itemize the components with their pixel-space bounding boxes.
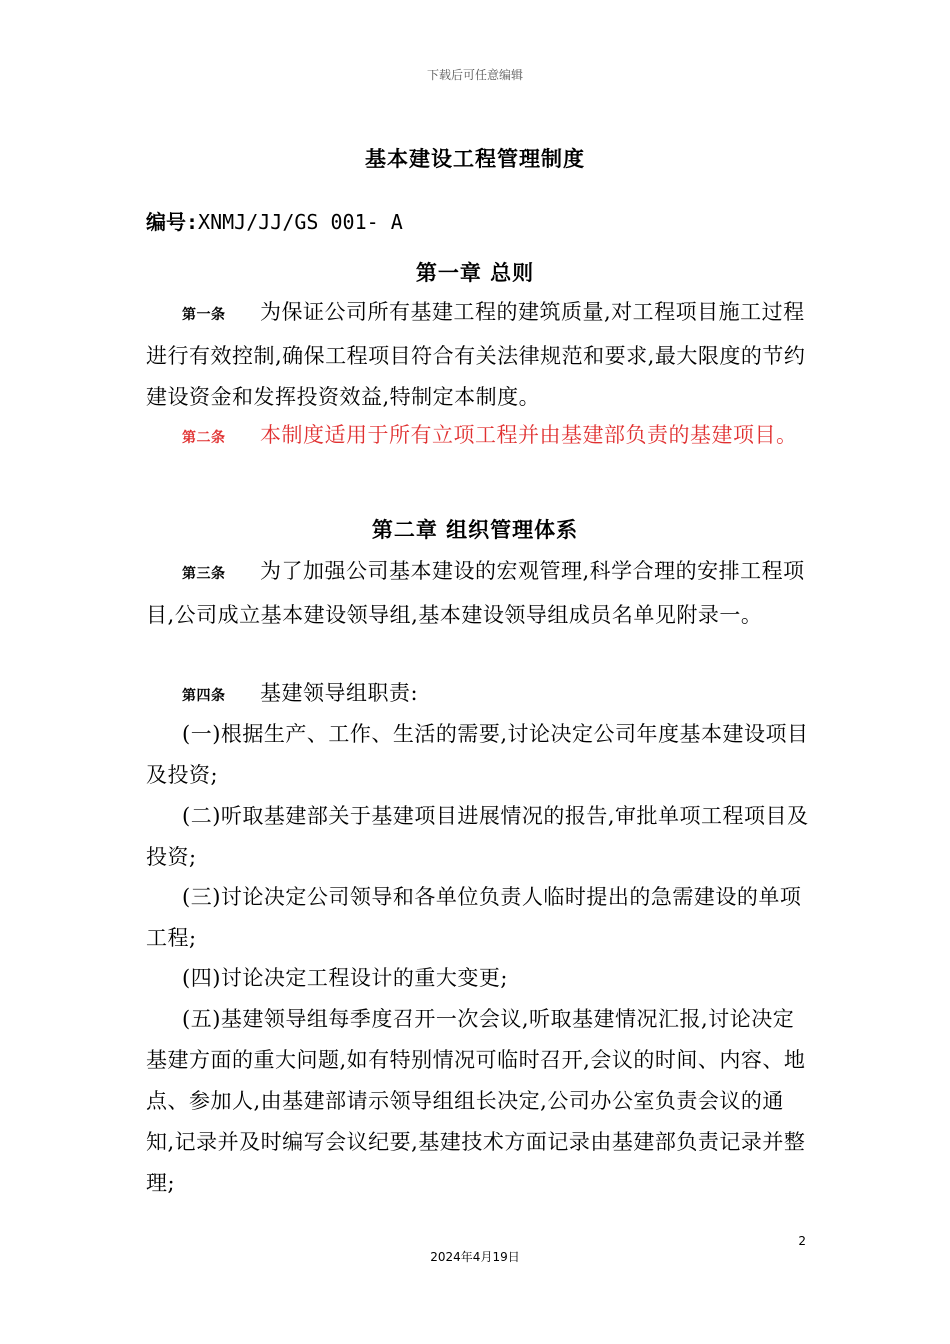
document-number-value: XNMJ/JJ/GS 001- A xyxy=(198,210,403,234)
article-text: 为保证公司所有基建工程的建筑质量,对工程项目施工过程进行有效控制,确保工程项目符合有关法律规范和要求,最大限度的节约建设资金和发挥投资效益,特制定本制度。 xyxy=(146,300,806,409)
duty-item: (一)根据生产、工作、生活的需要,讨论决定公司年度基本建设项目及投资; xyxy=(146,722,809,787)
article-text: 为了加强公司基本建设的宏观管理,科学合理的安排工程项目,公司成立基本建设领导组,基本建设领导组成员名单见附录一。 xyxy=(146,559,805,627)
duty-item: (三)讨论决定公司领导和各单位负责人临时提出的急需建设的单项工程; xyxy=(146,885,802,950)
article-label: 第三条 xyxy=(182,566,226,582)
chapter-title: 第一章 总则 xyxy=(415,260,535,285)
article-3 xyxy=(146,551,810,636)
chapter-title: 第二章 组织管理体系 xyxy=(371,517,579,542)
document-title: 基本建设工程管理制度 xyxy=(365,146,585,171)
duty-item: (四)讨论决定工程设计的重大变更; xyxy=(182,966,508,990)
article-label: 第四条 xyxy=(182,688,226,704)
article-label: 第二条 xyxy=(182,430,226,446)
article-1 xyxy=(146,292,810,418)
page-number: 2 xyxy=(798,1234,806,1248)
article-4 xyxy=(146,673,810,717)
article-text: 基建领导组职责: xyxy=(260,681,419,705)
footer-date: 2024年4月19日 xyxy=(430,1250,520,1264)
document-number xyxy=(146,206,403,235)
article-text: 本制度适用于所有立项工程并由基建部负责的基建项目。 xyxy=(260,423,798,447)
article-2 xyxy=(146,415,810,459)
article-label: 第一条 xyxy=(182,307,226,323)
header-note: 下载后可任意编辑 xyxy=(426,68,523,82)
duty-item: (五)基建领导组每季度召开一次会议,听取基建情况汇报,讨论决定基建方面的重大问题,如有特别情况可临时召开,会议的时间、内容、地点、参加人,由基建部请示领导组组长决定,公司办公室负责会议的通知,记录并及时编写会议纪要,基建技术方面记录由基建部负责记录并整理; xyxy=(146,1007,806,1195)
duty-item: (二)听取基建部关于基建项目进展情况的报告,审批单项工程项目及投资; xyxy=(146,804,809,869)
document-number-label: 编号: xyxy=(146,210,199,234)
